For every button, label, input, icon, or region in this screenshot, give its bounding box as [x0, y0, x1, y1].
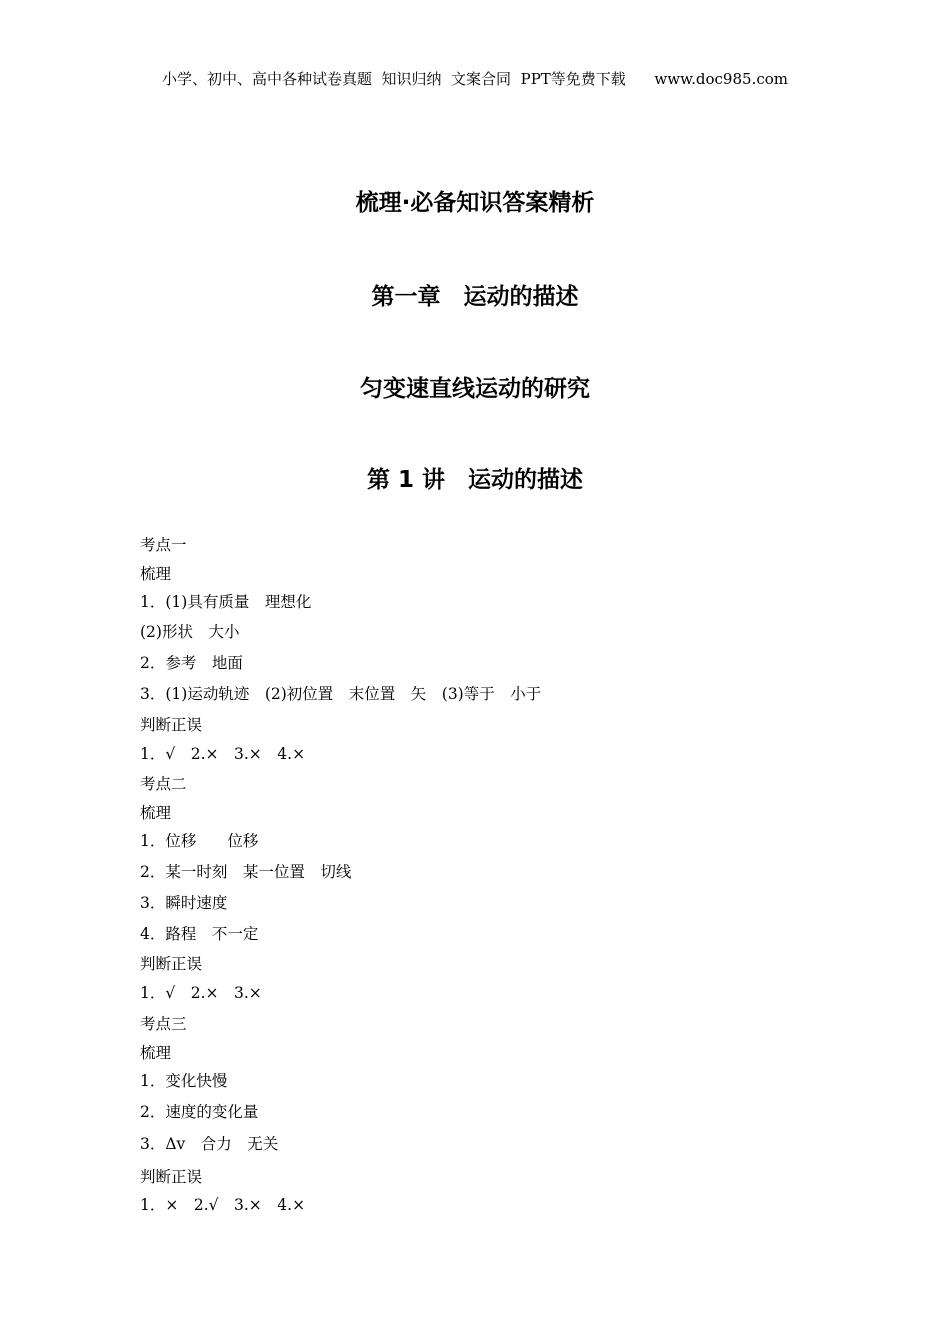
subsection-heading: 梳理 [140, 804, 172, 822]
answer-line: 3．(1)运动轨迹 (2)初位置 末位置 矢 (3)等于 小于 [140, 685, 542, 703]
doc-title: 梳理·必备知识答案精析 [355, 190, 595, 216]
answer-line: 1．× 2.√ 3.× 4.× [140, 1196, 306, 1214]
answer-line: 3．Δv 合力 无关 [140, 1135, 279, 1153]
subsection-heading: 梳理 [140, 565, 172, 583]
subsection-heading: 梳理 [140, 1044, 172, 1062]
section-heading: 考点一 [140, 536, 187, 554]
answer-line: (2)形状 大小 [140, 623, 240, 641]
answer-line: 3．瞬时速度 [140, 894, 228, 912]
lecture-title: 第 1 讲 运动的描述 [366, 467, 584, 493]
answer-line: 1．√ 2.× 3.× [140, 984, 262, 1002]
subsection-heading: 判断正误 [140, 1168, 203, 1186]
answer-line: 2．某一时刻 某一位置 切线 [140, 863, 352, 881]
answer-line: 1．位移 位移 [140, 832, 259, 850]
answer-line: 2．速度的变化量 [140, 1103, 259, 1121]
subsection-heading: 判断正误 [140, 955, 203, 973]
chapter-title: 第一章 运动的描述 [371, 284, 579, 310]
answer-line: 1．变化快慢 [140, 1072, 228, 1090]
answer-line: 2．参考 地面 [140, 654, 243, 672]
subsection-heading: 判断正误 [140, 716, 203, 734]
answer-line: 1．√ 2.× 3.× 4.× [140, 745, 306, 763]
section-heading: 考点三 [140, 1015, 187, 1033]
answer-line: 1．(1)具有质量 理想化 [140, 593, 312, 611]
page-header: 小学、初中、高中各种试卷真题 知识归纳 文案合同 PPT等免费下载 www.doc985.com [161, 70, 788, 88]
answer-line: 4．路程 不一定 [140, 925, 259, 943]
section-heading: 考点二 [140, 775, 187, 793]
chapter-subtitle: 匀变速直线运动的研究 [360, 376, 590, 402]
